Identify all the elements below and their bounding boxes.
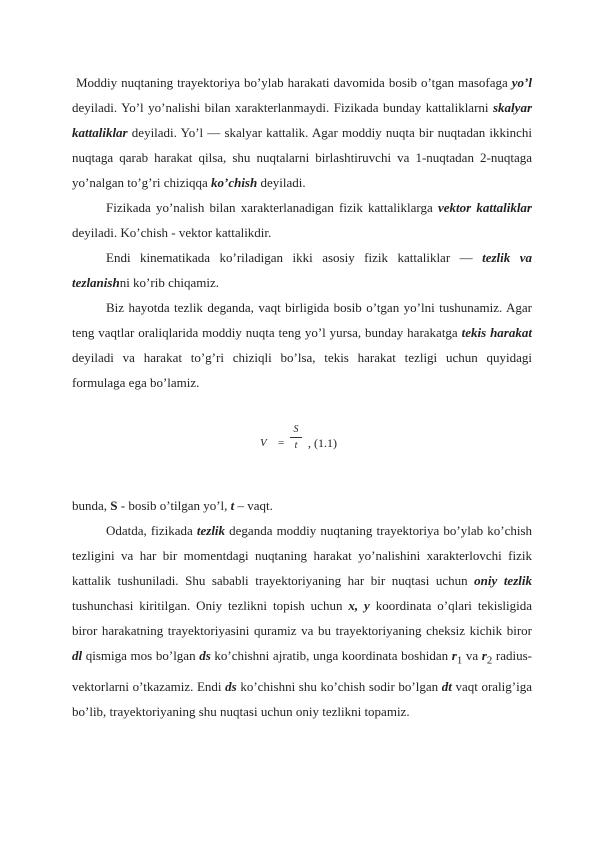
term-vector-quantities: vektor kattaliklar (437, 200, 532, 215)
text: deyiladi. Yo’l yo’nalishi bilan xarakterlanmaydi. Fizikada bunday kattaliklarni (72, 100, 493, 115)
text: – vaqt. (234, 498, 273, 513)
text: deyiladi va harakat to’g’ri chiziqli bo’lsa, tekis harakat tezligi uchun quyidagi formulaga ega bo’lamiz. (72, 350, 532, 390)
text: deyiladi. (257, 175, 306, 190)
text: tushunchasi kiritilgan. Oniy tezlikni topish uchun (72, 598, 349, 613)
term-velocity-acceleration: tezlik va tezlanish (72, 250, 533, 290)
text: deganda moddiy nuqtaning trayektoriya bo’ylab ko’chish tezligini va har bir momentdagi nuqtaning harakat yo’nalishini xarakterlovchi fizik kattalik tushuniladi. Shu sababli trayektoriyaning har bir nuqtasi uchun (72, 523, 533, 588)
document-page (72, 70, 532, 724)
paragraph-formula-explanation (72, 493, 532, 518)
text: - bosib o’tilgan yo’l, (117, 498, 231, 513)
text: ni ko’rib chiqamiz. (119, 275, 219, 290)
paragraph-uniform-motion (72, 295, 532, 395)
fraction-bar (290, 437, 302, 438)
symbol-xy: x, y (348, 598, 370, 613)
text: ko’chishni ajratib, unga koordinata boshidan (210, 648, 452, 663)
formula-numerator: S (293, 424, 299, 435)
paragraph-kinematics-intro (72, 245, 532, 295)
symbol-ds: ds (225, 678, 237, 694)
symbol-t: t (230, 498, 235, 513)
formula-fraction (290, 423, 302, 452)
symbol-s: S (110, 498, 118, 513)
text: Fizikada yo’nalish bilan xarakterlanadigan fizik kattaliklarga (106, 200, 438, 215)
term-scalar-quantities: skalyar kattaliklar (72, 100, 532, 140)
text: bunda, (72, 498, 111, 513)
text: Moddiy nuqtaning trayektoriya bo’ylab harakati davomida bosib o’tgan masofaga (76, 75, 512, 90)
term-path: yo’l (511, 75, 532, 90)
text: Odatda, fizikada (106, 523, 197, 538)
text: Endi kinematikada ko’riladigan ikki asosiy fizik kattaliklar — (106, 250, 483, 265)
subscript-2: 2 (486, 654, 493, 667)
formula-lhs: V (260, 437, 267, 449)
text: deyiladi. Yo’l — skalyar kattalik. Agar moddiy nuqta bir nuqtadan ikkinchi nuqtaga qarab harakat qilsa, shu nuqtalarni birlashtiruvchi va 1-nuqtadan 2-nuqtaga yo’nalgan to’g’ri chiziqqa (72, 125, 532, 190)
text: va (462, 648, 482, 663)
text: koordinata o’qlari tekisligida biror harakatning trayektoriyasini quramiz va bu trayektoriyaning cheksiz kichik biror (72, 598, 532, 638)
term-velocity: tezlik (196, 523, 226, 538)
paragraph-vector-definition (72, 195, 532, 245)
symbol-r2: r (481, 648, 487, 663)
term-instantaneous-velocity: oniy tezlik (474, 573, 532, 588)
formula-1-1 (72, 423, 532, 463)
paragraph-path-definition (72, 70, 532, 195)
formula-denominator: t (294, 440, 298, 451)
text: deyiladi. Ko’chish - vektor kattalikdir. (72, 225, 272, 240)
paragraph-instantaneous-velocity (72, 518, 532, 724)
symbol-dl: dl (72, 648, 83, 663)
text: vaqt oralig’iga bo’lib, trayektoriyaning shu nuqtasi uchun oniy tezlikni topamiz. (72, 678, 532, 719)
term-uniform-motion: tekis harakat (461, 325, 532, 340)
subscript-1: 1 (456, 654, 463, 667)
symbol-dt: dt (441, 678, 452, 694)
text: radius-vektorlarni o’tkazamiz. Endi (72, 648, 533, 694)
formula-number: , (1.1) (308, 436, 337, 450)
symbol-r1: r (451, 648, 457, 663)
formula-equals: = (278, 437, 285, 449)
text: qismiga mos bo’lgan (82, 648, 200, 663)
text: ko’chishni shu ko’chish sodir bo’lgan (236, 678, 442, 694)
text: Biz hayotda tezlik deganda, vaqt birligida bosib o’tgan yo’lni tushunamiz. Agar teng vaqtlar oraliqlarida moddiy nuqta teng yo’l yursa, bunday harakatga (72, 300, 532, 340)
symbol-ds: ds (199, 648, 211, 663)
term-displacement: ko’chish (210, 175, 258, 190)
